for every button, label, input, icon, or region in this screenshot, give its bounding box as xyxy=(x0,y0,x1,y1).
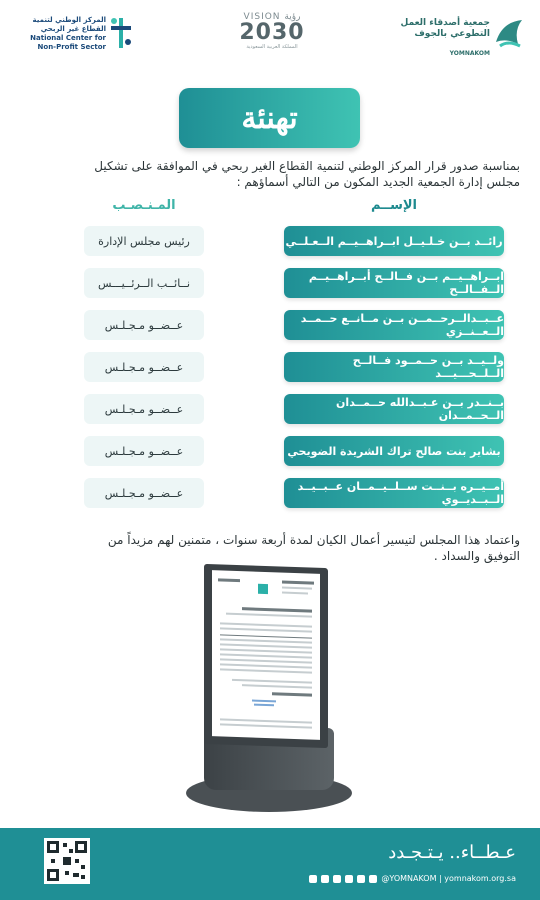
member-role: عــضــو مـجـلـس xyxy=(84,352,204,382)
national-center-logo xyxy=(18,14,136,62)
header xyxy=(0,0,540,70)
logo-text-line: المركز الوطني لتنمية xyxy=(32,16,106,24)
footer-handle-website[interactable]: @YOMNAKOM | yomnakom.org.sa xyxy=(381,874,516,883)
logo-text-line: القطاع غير الربحي xyxy=(40,25,106,33)
member-role: عــضــو مـجـلـس xyxy=(84,310,204,340)
member-name: عــبــدالــرحــمــن بــن مــانــع حــمــد الــعــنــزي xyxy=(284,310,504,340)
instagram-icon[interactable] xyxy=(333,875,341,883)
document-stand-image xyxy=(182,562,357,812)
association-mark-icon xyxy=(492,16,526,50)
title-banner xyxy=(179,88,360,148)
approval-document-image xyxy=(212,570,320,740)
qr-code-graphic xyxy=(47,841,87,881)
tiktok-icon[interactable] xyxy=(357,875,365,883)
name-column-header: الإســم xyxy=(370,198,417,213)
logo-brand: YOMNAKOM xyxy=(449,50,490,57)
footer xyxy=(0,828,540,900)
vision-label: VISION رؤية xyxy=(243,12,301,22)
member-role: عــضــو مـجـلـس xyxy=(84,394,204,424)
footer-slogan: عـطــاء.. يـتـجـدد xyxy=(388,842,516,863)
vision-2030-logo xyxy=(222,12,322,64)
association-logo xyxy=(386,12,526,62)
vision-year: 2030 xyxy=(239,20,305,45)
member-role: عــضــو مـجـلـس xyxy=(84,436,204,466)
member-name: ولــيــد بــن حــمــود فــالــح الــلــحـــيـــد xyxy=(284,352,504,382)
facebook-icon[interactable] xyxy=(345,875,353,883)
national-center-mark-icon xyxy=(108,16,134,50)
qr-code-icon[interactable] xyxy=(44,838,90,884)
member-name: رائــد بــن خـلـيــل ابــراهــيــم الــعـلــي xyxy=(284,226,504,256)
logo-text-line: National Center for xyxy=(30,34,106,42)
role-column-header: المـنـصـب xyxy=(112,198,176,213)
intro-paragraph: بمناسبة صدور قرار المركز الوطني لتنمية القطاع الغير ربحي في الموافقة على تشكيل مجلس إدارة الجمعية الجديد المكون من التالي أسماؤهم : xyxy=(94,159,520,189)
closing-paragraph: واعتماد هذا المجلس لتيسير أعمال الكيان لمدة أربعة سنوات ، متمنين لهم مزيداً من التوفيق والسداد . xyxy=(107,533,520,563)
social-links xyxy=(309,874,516,883)
logo-text-line: التطوعي بالجوف xyxy=(414,29,490,39)
member-name: أمــيــره بــنــت ســلــيــمــان عــبــيــد الــبــديــوي xyxy=(284,478,504,508)
logo-text-line: Non-Profit Sector xyxy=(37,43,106,51)
member-name: بشاير بنت صالح تراك الشريدة الضويحي xyxy=(284,436,504,466)
youtube-icon[interactable] xyxy=(321,875,329,883)
vision-country: المملكة العربية السعودية xyxy=(246,44,298,50)
member-role: عــضــو مـجـلـس xyxy=(84,478,204,508)
page-title: تهنئة xyxy=(241,100,298,136)
member-name: بــنــدر بــن عـبــدالله حــمــدان الــحــمــدان xyxy=(284,394,504,424)
member-name: ابــراهــيــم بــن فــالــح أبــراهــيــم الــفــالــح xyxy=(284,268,504,298)
logo-text-line: جمعية أصدقاء العمل xyxy=(400,18,490,28)
snapchat-icon[interactable] xyxy=(369,875,377,883)
member-role: رئيس مجلس الإدارة xyxy=(84,226,204,256)
twitter-icon[interactable] xyxy=(309,875,317,883)
member-role: نــائــب الــرئــيـــس xyxy=(84,268,204,298)
